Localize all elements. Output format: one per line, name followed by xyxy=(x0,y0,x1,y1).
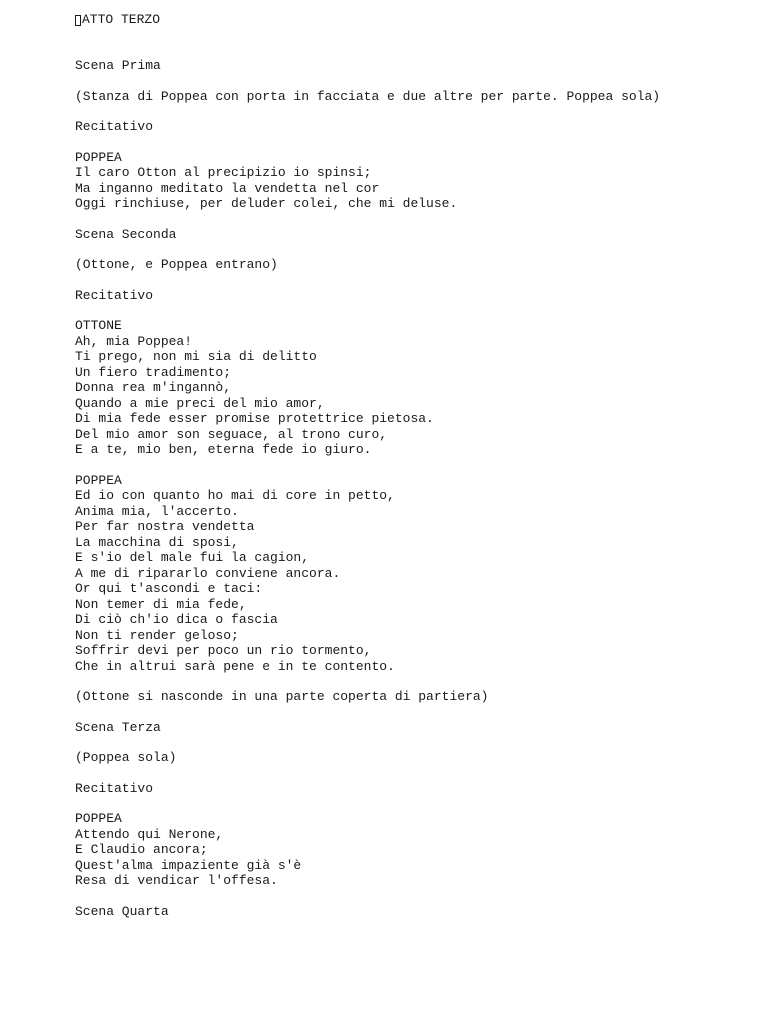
verse-line: Il caro Otton al precipizio io spinsi; xyxy=(75,165,372,180)
stage-direction: (Ottone, e Poppea entrano) xyxy=(75,257,278,272)
verse-line: E Claudio ancora; xyxy=(75,842,208,857)
verse-line: Resa di vendicar l'offesa. xyxy=(75,873,278,888)
verse-line: Non temer di mia fede, xyxy=(75,596,247,612)
speaker-name: POPPEA xyxy=(75,472,122,488)
verse-line: Oggi rinchiuse, per deluder colei, che mi deluse. xyxy=(75,196,458,211)
act-title-line xyxy=(75,12,755,28)
missing-glyph-icon xyxy=(75,15,81,26)
verse-line: Del mio amor son seguace, al trono curo, xyxy=(75,426,388,442)
verse-line: Di ciò ch'io dica o fascia xyxy=(75,612,278,627)
verse-line: Non ti render geloso; xyxy=(75,627,239,643)
verse-line: Ti prego, non mi sia di delitto xyxy=(75,349,317,364)
verse-line: Di mia fede esser promise protettrice pietosa. xyxy=(75,411,434,426)
section-label: Recitativo xyxy=(75,780,154,796)
verse-line: Ma inganno meditato la vendetta nel cor xyxy=(75,180,380,196)
speaker-name: POPPEA xyxy=(75,149,122,165)
stage-direction: (Stanza di Poppea con porta in facciata e due altre per parte. Poppea sola) xyxy=(75,88,661,104)
verse-line: Per far nostra vendetta xyxy=(75,519,255,534)
verse-line: Ah, mia Poppea! xyxy=(75,333,193,349)
section-label: Recitativo xyxy=(75,287,154,303)
speaker-name: POPPEA xyxy=(75,811,122,826)
scene-heading: Scena Prima xyxy=(75,58,161,73)
verse-line: Donna rea m'ingannò, xyxy=(75,380,232,395)
verse-line: Or qui t'ascondi e taci: xyxy=(75,581,263,596)
verse-line: Quest'alma impaziente già s'è xyxy=(75,857,302,873)
scene-heading: Scena Terza xyxy=(75,719,161,735)
act-title: ATTO TERZO xyxy=(82,12,161,28)
section-label: Recitativo xyxy=(75,119,154,134)
verse-line: Soffrir devi per poco un rio tormento, xyxy=(75,643,372,658)
verse-line: E s'io del male fui la cagion, xyxy=(75,550,310,565)
verse-line: Che in altrui sarà pene e in te contento. xyxy=(75,658,395,674)
scene-heading: Scena Quarta xyxy=(75,903,169,919)
verse-line: E a te, mio ben, eterna fede io giuro. xyxy=(75,442,372,457)
stage-direction: (Ottone si nasconde in una parte coperta di partiera) xyxy=(75,689,489,704)
speaker-name: OTTONE xyxy=(75,318,122,333)
verse-line: Attendo qui Nerone, xyxy=(75,826,224,842)
stage-direction: (Poppea sola) xyxy=(75,750,177,765)
scene-heading: Scena Seconda xyxy=(75,226,177,242)
verse-line: Anima mia, l'accerto. xyxy=(75,503,239,519)
verse-line: Un fiero tradimento; xyxy=(75,364,232,380)
document-page xyxy=(75,12,755,919)
verse-line: A me di ripararlo conviene ancora. xyxy=(75,565,341,581)
verse-line: La macchina di sposi, xyxy=(75,534,239,550)
verse-line: Quando a mie preci del mio amor, xyxy=(75,395,325,411)
verse-line: Ed io con quanto ho mai di core in petto, xyxy=(75,488,395,503)
